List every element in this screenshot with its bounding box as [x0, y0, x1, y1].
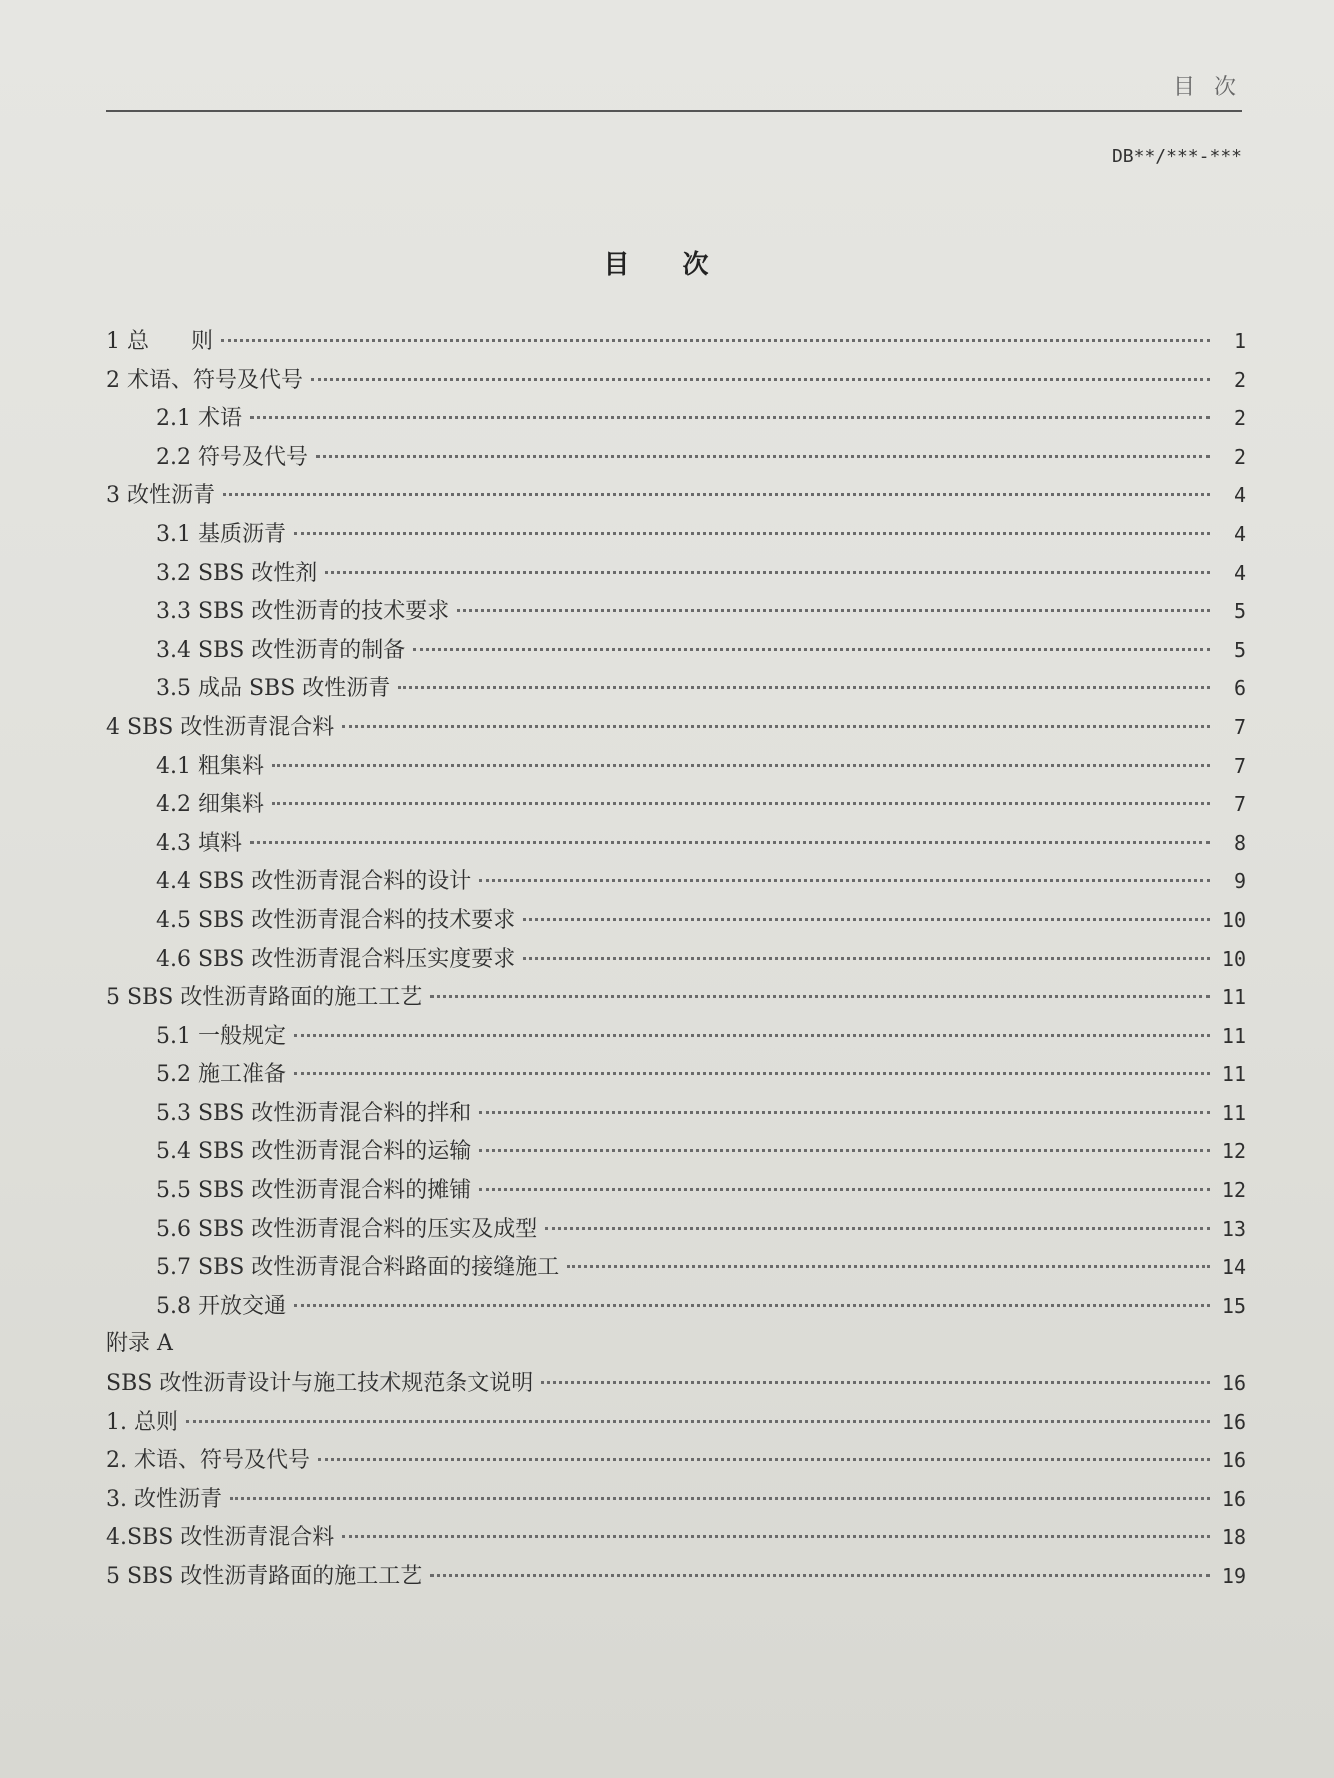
toc-entry: 5 SBS 改性沥青路面的施工工艺 11: [106, 985, 1246, 1011]
toc-entry: 1. 总则 16: [106, 1409, 1246, 1435]
toc-entry: 4.5 SBS 改性沥青混合料的技术要求 10: [156, 907, 1246, 933]
toc-entry: 4.6 SBS 改性沥青混合料压实度要求 10: [156, 946, 1246, 972]
toc-entry: 3.4 SBS 改性沥青的制备 5: [156, 637, 1246, 663]
toc-entry: 5.7 SBS 改性沥青混合料路面的接缝施工 14: [156, 1255, 1246, 1281]
toc-entry: 2.2 符号及代号 2: [156, 444, 1246, 470]
toc-entry: 3 改性沥青 4: [106, 483, 1246, 509]
toc-entry: 2. 术语、符号及代号 16: [106, 1448, 1246, 1474]
toc-entry: 3. 改性沥青 16: [106, 1486, 1246, 1512]
toc-entry: 5 SBS 改性沥青路面的施工工艺 19: [106, 1564, 1246, 1589]
toc-entry: 5.2 施工准备 11: [156, 1062, 1246, 1088]
toc-entry: 2 术语、符号及代号 2: [106, 367, 1246, 393]
toc-entry: 5.4 SBS 改性沥青混合料的运输 12: [156, 1139, 1246, 1165]
toc-entry: 5.8 开放交通 15: [156, 1293, 1246, 1319]
toc-entry: SBS 改性沥青设计与施工技术规范条文说明 16: [106, 1371, 1246, 1397]
running-header: 目 次: [1173, 75, 1242, 100]
toc-entry: 3.3 SBS 改性沥青的技术要求 5: [156, 599, 1246, 625]
toc-title: 目 次: [603, 250, 731, 280]
toc-entry: 5.3 SBS 改性沥青混合料的拌和 11: [156, 1100, 1246, 1126]
toc-entry: 4 SBS 改性沥青混合料 7: [106, 714, 1246, 740]
toc-entry: 5.5 SBS 改性沥青混合料的摊铺 12: [156, 1178, 1246, 1204]
toc-entry: 4.2 细集料 7: [156, 792, 1246, 818]
toc-entry: 5.6 SBS 改性沥青混合料的压实及成型 13: [156, 1216, 1246, 1242]
appendix-heading: 附录 A: [106, 1331, 173, 1357]
document-code: DB**/***-***: [1111, 146, 1242, 167]
toc-entry: 4.3 填料 8: [156, 830, 1246, 856]
toc-entry: 5.1 一般规定 11: [156, 1023, 1246, 1049]
toc-entry: 3.1 基质沥青 4: [156, 521, 1246, 547]
table-of-contents: [106, 322, 1246, 1596]
toc-entry: 4.1 粗集料 7: [156, 753, 1246, 779]
toc-entry: 1 总 则 1: [106, 329, 1246, 354]
toc-entry: 2.1 术语 2: [156, 406, 1246, 432]
toc-entry: 3.5 成品 SBS 改性沥青 6: [156, 676, 1246, 702]
toc-entry: 4.SBS 改性沥青混合料 18: [106, 1525, 1246, 1551]
toc-entry: 4.4 SBS 改性沥青混合料的设计 9: [156, 869, 1246, 895]
toc-entry: 3.2 SBS 改性剂 4: [156, 560, 1246, 586]
header-rule: [106, 110, 1242, 112]
